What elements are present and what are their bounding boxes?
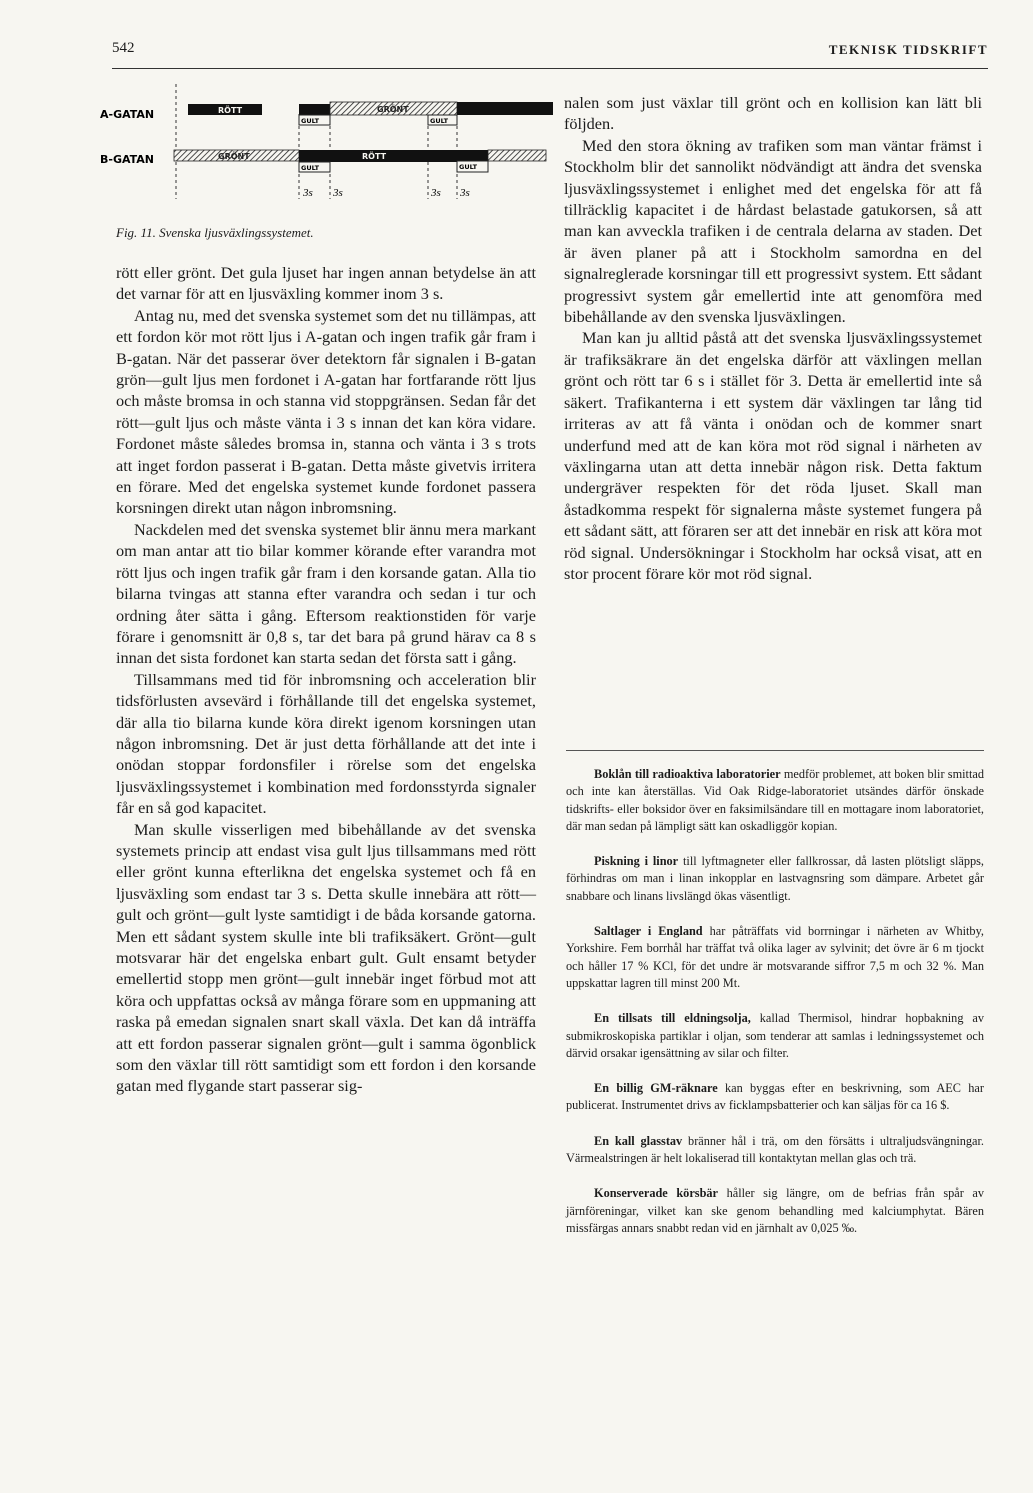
paragraph: Man kan ju alltid påstå att det svenska ljusväxlingssystemet är trafiksäkrare än det engelska därför att växlingen mellan grönt och rött tar 6 s i stället för 3. Detta är emellertid inte så säkert. Trafikanterna i ett system där växlingen tar lång tid irriteras av att få vänta i onödan och de kommer snart underfund med att de kan köra mot röd signal i närheten av växlingarna utan att detta innebär någon risk. Detta faktum undergräver respekten för det röda ljuset. Skall man åstadkomma respekt för signalerna måste systemet fungera på ett sådant sätt, att föraren ser att det innebär en risk att köra mot röd signal. Undersökningar i Stockholm har också visat, att en stor procent förare kör mot röd signal. bbox=[564, 328, 982, 583]
b-yellow-2-label: GULT bbox=[459, 163, 478, 171]
time-label-2: 3s bbox=[333, 187, 343, 199]
note-text: kallad Thermisol, hindrar hopbakning av submikroskopiska partiklar i oljan, som tenderar att samlas i ledningssystemet och därvid orsakar igensättning av silar och filter. bbox=[566, 1011, 984, 1060]
note-title: Boklån till radioaktiva laboratorier bbox=[594, 767, 781, 781]
note-title: En billig GM-räknare bbox=[594, 1081, 718, 1096]
note-item bbox=[566, 1010, 984, 1062]
figure-caption: Fig. 11. Svenska ljusväxlingssystemet. bbox=[116, 225, 314, 240]
a-red-amber bbox=[299, 104, 330, 115]
paragraph: nalen som just växlar till grönt och en kollision kan lätt bli följden. bbox=[564, 93, 982, 134]
right-column bbox=[564, 92, 982, 584]
note-title: En tillsats till eldningsolja, bbox=[594, 1011, 751, 1026]
timing-guides bbox=[176, 84, 457, 199]
note-text: bränner hål i trä, om den försätts i ultraljudsvängningar. Värmealstringen är helt lokaliserad till kontaktytan mellan glas och trä. bbox=[566, 1133, 985, 1166]
note-item bbox=[566, 1080, 984, 1115]
note-text: kan byggas efter en beskrivning, som AEC har publicerat. Instrumentet drivs av ficklampsbatterier och kan säljas för ca 16 $. bbox=[566, 1081, 984, 1113]
signal-timing-diagram bbox=[100, 84, 560, 224]
page-header bbox=[112, 40, 988, 66]
a-red-label: RÖTT bbox=[218, 106, 243, 115]
paragraph: Antag nu, med det svenska systemet som det nu tillämpas, att ett fordon kör mot rött ljus i A-gatan och ingen trafik går fram i B-gatan. När det passerar över detektorn får signalen i B-gatan grön—gult ljus men fordonet i A-gatan har fortfarande rött ljus och måste bromsa in och stanna vid stoppgränsen. Sedan får det rött—gult ljus och måste vänta i 3 s innan det kan köra vidare. Fordonet måste således bromsa in, stanna och vänta i 3 s trots att inget fordon passerat i B-gatan. Detta måste givetvis irritera en förare. Med det engelska systemet kunde fordonet passera korsningen direkt utan någon inbromsning. bbox=[116, 305, 536, 518]
note-item bbox=[566, 1133, 984, 1168]
paragraph: Nackdelen med det svenska systemet blir ännu mera markant om man antar att tio bilar kommer körande efter varandra mot rött ljus och ingen trafik går fram i den korsande gatan. Alla tio bilarna tvingas att stanna efter varandra och sedan i tur och ordning åter sätta i gång. Eftersom reaktionstiden för varje förare i genomsnitt är 0,8 s, tar det bara på grund härav ca 8 s innan det sista fordonet kan starta sedan det första satt i gång. bbox=[116, 519, 536, 668]
note-item bbox=[566, 766, 984, 835]
note-title: Konserverade körsbär bbox=[594, 1186, 719, 1201]
note-item bbox=[566, 1185, 984, 1237]
b-red-label: RÖTT bbox=[362, 152, 387, 161]
notes-divider bbox=[566, 750, 984, 751]
note-text: medför problemet, att boken blir smittad och inte kan återställas. Vid Oak Ridge-laboratoriet utsändes därför önskade tidskrifts- eller boksidor över en faksimilsändare till en mottagare inom laboratoriet, där man sedan på lämpligt sätt kan oskadliggör kopian. bbox=[566, 767, 984, 833]
journal-title: TEKNISK TIDSKRIFT bbox=[828, 42, 988, 57]
time-label-3: 3s bbox=[431, 187, 441, 199]
note-title: En kall glasstav bbox=[594, 1133, 683, 1148]
paragraph: Tillsammans med tid för inbromsning och acceleration blir tidsförlusten avsevärd i förhållande till det engelska systemet, där alla tio bilarna kunde köra direkt igenom korsningen utan någon inbromsning. Det är just detta förhållande att det inte i onödan stoppar fordonsfiler i rörelse som det engelska ljusväxlingssystemet i kombination med fordonsstyrda signaler får en så god kapacitet. bbox=[116, 669, 536, 818]
note-text: har påträffats vid borrningar i närheten av Whitby, Yorkshire. Fem borrhål har träffat två olika lager av sylvinit; det övre är 6 m tjockt och håller 17 % KCl, för det undre är motsvarande siffror 7,5 m och 32 %. Man uppskattar lagren till minst 200 Mt. bbox=[566, 924, 984, 990]
time-labels bbox=[302, 187, 470, 199]
b-green-phase-2 bbox=[488, 150, 546, 161]
paragraph: rött eller grönt. Det gula ljuset har ingen annan betydelse än att det varnar för att en ljusväxling kommer inom 3 s. bbox=[116, 263, 536, 304]
row-label-b: B-GATAN bbox=[100, 153, 155, 166]
time-label-1: 3s bbox=[303, 187, 313, 199]
a-yellow-2-label: GULT bbox=[430, 117, 449, 125]
paragraph: Med den stora ökning av trafiken som man väntar främst i Stockholm blir det sannolikt nödvändigt att ändra det svenska ljusväxlingssystemet i enlighet med det engelska för att få tillräcklig kapacitet i de hårdast belastade gatukorsen, så att man kan avveckla trafiken i de centrala delarna av staden. Det är även planer på att i Stockholm samordna en del signalreglerade korsningar till ett progressivt system. Ett sådant progressivt system går emellertid inte att genomföra med bibehållande av den svenska ljusväxlingen. bbox=[564, 135, 982, 327]
left-column bbox=[116, 262, 536, 1097]
b-red-amber bbox=[457, 150, 488, 161]
a-red-phase-2 bbox=[457, 102, 553, 115]
time-label-4: 3s bbox=[460, 187, 470, 199]
note-item bbox=[566, 853, 984, 905]
paragraph: Man skulle visserligen med bibehållande av det svenska systemets princip att endast visa gult ljus tillsammans med rött eller grönt kunna efterlikna det engelska systemet och få en ljusväxling som endast tar 3 s. Detta skulle innebära att rött—gult och grönt—gult lyste samtidigt i de båda korsande gatorna. Men ett sådant system skulle inte bli trafiksäkert. Grönt—gult motsvarar här det engelska enbart gult. Gult ensamt betyder emellertid stopp men grönt—gult innebär inget förbud mot att köra och uppfattas också av många förare som en uppmaning att raska på emedan signalen snart skall växla. Det kan då inträffa att ett fordon passerar signalen grönt—gult i samma ögonblick som den växlar till rött samtidigt som ett fordon i den korsande gatan med flygande start passerar sig- bbox=[116, 819, 536, 1096]
note-text: håller sig längre, om de befrias från spår av järnföreningar, vilket kan ske genom behandling med kalciumphytat. Bären missfärgas annars snabbt redan vid en järnhalt av 0,025 ‰. bbox=[566, 1186, 984, 1235]
a-yellow-1-label: GULT bbox=[301, 117, 320, 125]
note-item bbox=[566, 923, 984, 992]
note-text: till lyftmagneter eller fallkrossar, då lasten plötsligt släpps, förhindras om man i linan inkopplar en lastvagnsring som dämpare. Arbetet går snabbare och linans livslängd ökas väsentligt. bbox=[566, 854, 984, 903]
b-green-label: GRÖNT bbox=[218, 152, 250, 161]
a-green-label: GRÖNT bbox=[377, 105, 409, 114]
note-title: Piskning i linor bbox=[594, 854, 679, 869]
note-title: Saltlager i England bbox=[594, 924, 703, 939]
header-rule bbox=[112, 68, 988, 69]
news-notes bbox=[566, 766, 984, 1255]
page-number: 542 bbox=[112, 40, 135, 56]
row-label-a: A-GATAN bbox=[100, 108, 155, 121]
signal-timing-figure bbox=[100, 84, 560, 224]
b-yellow-1-label: GULT bbox=[301, 164, 320, 172]
